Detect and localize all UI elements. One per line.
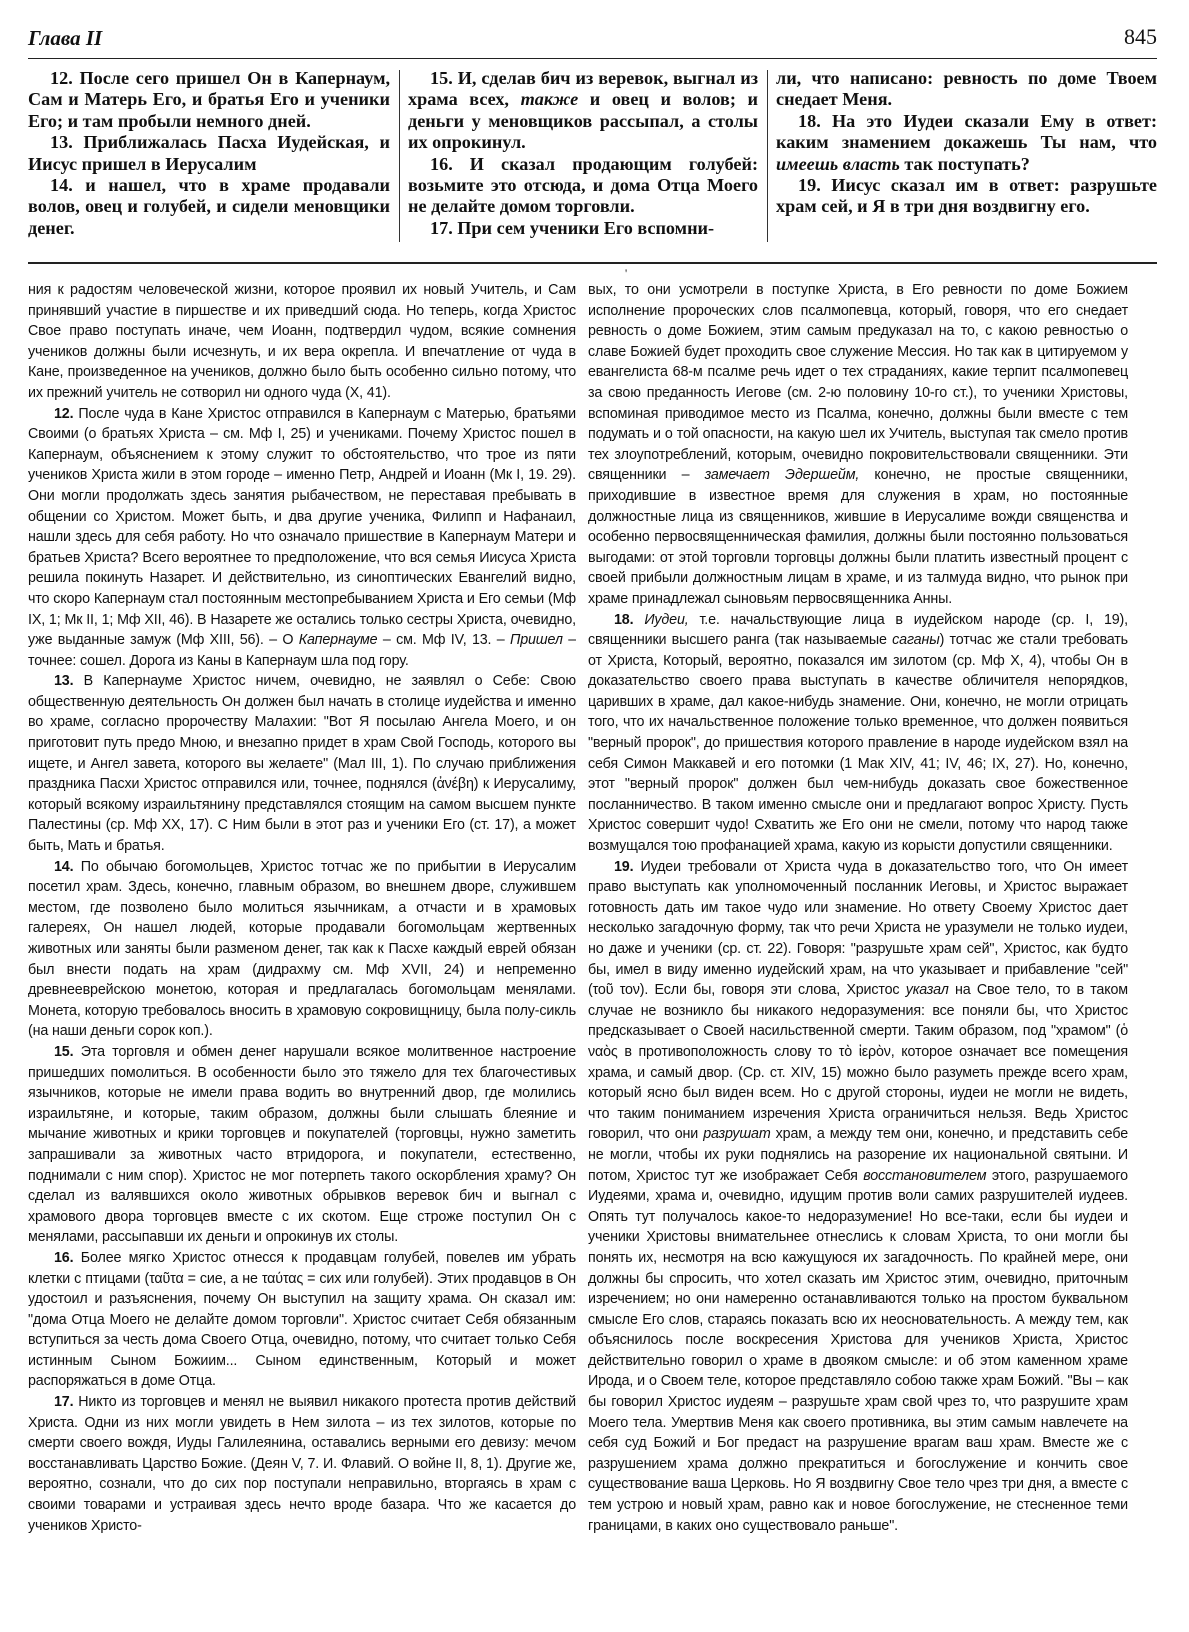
commentary-text: Никто из торговцев и менял не выявил никакого протеста против действий Христа. Одни из них могли увидеть в Нем зилота – из тех зилотов, которые по смерти своего вождя, Иуды Галилеянина, оставались верными его девизу: мечом восстанавливать Царство Божие. (Деян V, 7. И. Флавий. О войне II, 8, 1). Другие же, вероятно, сознали, что до сих пор поступали неправильно, вторгаясь в храм с своими товарами и устраивая здесь нечто вроде базара. Что же касается до учеников Христо- — [28, 1394, 576, 1534]
verse-text: так поступать? — [899, 153, 1030, 174]
verse-17-continued — [776, 68, 1157, 111]
verse-text: и овец и волов; и деньги у меновщиков рассыпал, а столы их опрокинул. — [408, 89, 758, 153]
verse-column-2 — [408, 68, 758, 248]
verse-text: На это Иудеи сказали Ему в ответ: каким знамением докажешь Ты нам, что — [776, 110, 1157, 153]
commentary-text: конечно, не простые священники, приходившие в известное время для служения в храм, но постоянные должностные лица из священников, жившие в Иерусалиме вожди священства и особенно первосвященническая фамилия, должны были постоянно пользоваться выгодами: от этой торговли торговцы должны были платить известный процент с своей прибыли должностным лицам в храме, и из талмуда видно, что рынок при храме принадлежал сыновьям первосвященника Анны. — [588, 467, 1128, 607]
commentary-emphasis: разрушат — [703, 1126, 771, 1143]
verse-text: И сказал продающим голубей: возьмите это отсюда, и дома Отца Моего не делайте домом торговли. — [408, 153, 758, 217]
page-header — [28, 24, 1157, 59]
print-mark: ' — [625, 266, 628, 280]
commentary-text: – см. Мф IV, 13. – — [377, 632, 510, 649]
column-divider — [767, 70, 768, 242]
commentary-text: Эта торговля и обмен денег нарушали всякое молитвенное настроение пришедших помолиться. В особенности было это тяжело для тех благочестивых язычников, которые не имели права водить во внутренний двор, где молились израильтяне, и которые, таким образом, должны были слышать блеяние и мычание животных и крики торговцев и покупателей (торговцы, нужно заметить запрашивали за животных часто втридорога, и покупатели, естественно, поднимали с ним спор). Христос не мог потерпеть такого оскорбления храму? Он сделал из валявшихся около животных обрывков веревок бич и выгнал с храмового двора торговцев вместе с их скотом. Еще строже поступил Он с менялами, рассыпавши их деньги и опрокинув их столы. — [28, 1043, 576, 1246]
verse-number: 16. — [430, 153, 453, 174]
verse-ref: 16. — [54, 1249, 74, 1266]
commentary-text: этого, разрушаемого Иудеями, храма и, очевидно, идущим против воли самих разрушителей иудеев. Опять тут получалось какое-то недоразумение! Но все-таки, если бы иудеи и ученики Христовы внимательнее отнеслись к словам Христа, то они могли бы понять их, несмотря на всю кажущуюся их загадочность. По крайней мере, они должны бы спросить, что хотел сказать им Христос этим, очевидно, приточным изречением; но они намеренно останавливаются только на простом буквальном смысле Его слов, стараясь показать всю их неосновательность. А между тем, как объяснилось после воскресения Христова для учеников Христа, Христос действительно говорил о храме в двояком смысле: и об этом каменном храме Ирода, и о Своем теле, которое представляло собою также храм Божий. "Вы – как бы говорил Христос иудеям – разрушьте храм свой чрез то, что разрушите храм Моего тела. Умертвив Меня как своего противника, вы этим самым навлечете на себя суд Божий и Бог предаст на разрушение врагам ваш храм. Вместе же с разрушением храма должно прекратиться и богослужение и кончить свое существование ваша Церковь. Но Я воздвигну Свое тело чрез три дня, а вместе с тем устрою и новый храм, равно как и новое богослужение, не стесненное теми границами, в каких оно существовало раньше". — [588, 1167, 1128, 1534]
verse-number: 14. — [50, 175, 73, 196]
verse-text: При сем ученики Его вспомни- — [457, 217, 715, 238]
commentary-text: – точнее: сошел. Дорога из Каны в Капернаум шла под гору. — [28, 632, 576, 669]
verse-ref: 15. — [54, 1043, 74, 1060]
commentary-text: Более мягко Христос отнесся к продавцам голубей, повелев им убрать клетки с птицами (ταῦτα = сие, а не ταύτας = сих или голубей). Этих продавцов в Он удостоил и разъяснения, почему Он выступил на защиту храма. Он сказал им: "дома Отца Моего не делайте домом торговли". Христос считает Себя обязанным вступиться за честь дома Своего Отца, очевидно, потому, что считает только Себя истинным Сыном Божиим... Сыном единственным, Который и может распоряжаться в доме Отца. — [28, 1249, 576, 1390]
commentary-paragraph — [28, 1248, 576, 1392]
verse-18 — [776, 111, 1157, 175]
verse-ref: 14. — [54, 858, 74, 875]
commentary-text: на Свое тело, то в таком случае не возникло бы никакого недоразумения: все поняли бы, что Христос предсказывает о Своей насильственной смерти. Таким образом, под "храмом" (ὁ ναὸς в противоположность слову то τὸ ἱερὸν, которое означает все помещения храма, и самый двор. (Ср. ст. XIV, 15) можно было разуметь прежде всего храм, который ясно был виден всем. Но с другой стороны, иудеи не могли не видеть, что таким пониманием изречения Христа ограничиться нельзя. Ведь Христос говорил, что они — [588, 982, 1128, 1143]
page-number: 845 — [1124, 24, 1157, 49]
verse-ref: 17. — [54, 1394, 74, 1411]
commentary-column-1 — [28, 280, 576, 1620]
commentary-text: храм, а между тем они, конечно, и представить себе не могли, чтобы их руки поднялись на разорение их национальной святыни. И потом, Христос тут же изображает Себя — [588, 1126, 1128, 1184]
verse-text: и нашел, что в храме продавали волов, овец и голубей, и сидели меновщики денег. — [28, 175, 390, 238]
column-divider — [399, 70, 400, 242]
verse-14 — [28, 175, 390, 239]
verse-column-1 — [28, 68, 390, 248]
verse-17 — [408, 218, 758, 239]
verse-number: 17. — [430, 217, 453, 238]
verse-number: 18. — [798, 110, 821, 131]
verse-13 — [28, 132, 390, 175]
commentary-emphasis: указал — [905, 982, 949, 999]
verse-ref: 19. — [614, 858, 634, 875]
verse-text: Иисус сказал им в ответ: разрушьте храм сей, и Я в три дня воздвигну его. — [776, 175, 1157, 217]
commentary-emphasis: Иудеи, — [644, 611, 689, 628]
verse-number: 13. — [50, 132, 73, 153]
verse-12 — [28, 68, 390, 132]
commentary-column-2 — [588, 280, 1128, 1620]
verse-ref: 13. — [54, 673, 74, 690]
verse-text: И, сделав бич из веревок, выгнал из храма всех, — [408, 68, 758, 110]
commentary-text: По обычаю богомольцев, Христос тотчас же по прибытии в Иерусалим посетил храм. Здесь, конечно, главным образом, во внешнем дворе, служившем местом, где позволено было молиться язычникам, а отчасти и в храмовых галереях, Он нашел людей, которые продавали богомольцам жертвенных животных или заняты были разменом денег, так как к Пасхе каждый еврей обязан был внести подать на храм (дидрахму см. Мф XVII, 24) и непременно древнееврейскою монетою, которая и предлагалась богомольцам менялами. Монета, которую требовалось вносить в храмовую сокровищницу, была полу-сикль (на наши деньги сорок коп.). — [28, 858, 576, 1040]
verse-ref: 12. — [54, 405, 74, 422]
commentary-paragraph — [28, 857, 576, 1042]
verse-number: 19. — [798, 175, 821, 196]
verse-16 — [408, 154, 758, 218]
commentary-emphasis: замечает Эдершейм, — [704, 467, 860, 484]
commentary-text: ния к радостям человеческой жизни, которое проявил их новый Учитель, и Сам принявший участие в пиршестве и их приведший сюда. Но теперь, когда Христос Свое право поступать иначе, чем Иоанн, подтвердил чудом, всякие сомнения учеников должны были исчезнуть, и их вера окрепла. И впечатление от чуда в Кане, произведенное на учеников, должно было быть особенно сильно потому, что их прежний учитель не сотворил ни одного чуда (X, 41). — [28, 282, 576, 401]
verse-number: 15. — [430, 68, 453, 88]
verse-ref: 18. — [614, 611, 634, 628]
commentary-text: Иудеи требовали от Христа чуда в доказательство того, что Он имеет право выступать как уполномоченный посланник Иеговы, и Христос выражает готовность дать им такое чудо или знамение. Но ответу Своему Христос дает несколько загадочную форму, так что речи Христа не уразумели не только иудеи, но даже и ученики (ср. ст. 22). Говоря: "разрушьте храм сей", Христос, как будто бы, имел в виду именно иудейский храм, на что указывает и прибавление "сей" (τοῦ τον). Если бы, говоря эти слова, Христос — [588, 858, 1128, 999]
commentary-text: вых, то они усмотрели в поступке Христа, в Его ревности по доме Божием исполнение пророческих слов псалмопевца, который, говоря, что его снедает ревность о доме Божием, этим самым предуказал на то, с какою ревностью о славе Божией будет проходить свое служение Мессия. Но так как в цитируемом у евангелиста 68-м псалме речь идет о тех страданиях, какие терпит псалмопевец за свою преданность Иегове (см. 2-ю половину 10-го ст.), то ученики Христовы, вспоминая приводимое место из Псалма, конечно, должны были вместе с тем подумать и о той опасности, на какую шел их Учитель, выступая так смело против тех злоупотреблений, которым, очевидно покровительствовали священники. Эти священники – — [588, 282, 1128, 484]
verse-text: После сего пришел Он в Капернаум, Сам и Матерь Его, и братья Его и ученики Его; и там пробыли немного дней. — [28, 68, 390, 131]
commentary-text: т.е. начальствующие лица в иудейском народе (ср. I, 19), священники высшего ранга (так называемые — [588, 611, 1128, 649]
commentary-paragraph — [28, 671, 576, 856]
commentary-text: ) тотчас же стали требовать от Христа, Который, вероятно, показался им зилотом (ср. Мф X, 4), чтобы Он в доказательство своего права выступать в качестве обличителя непорядков, царивших в храме, дал какое-нибудь знамение. Они, конечно, не могли отрицать того, что их начальственное положение только временное, что должен появиться "верный пророк", до пришествия которого правление в народе иудейском взял на себя Симон Маккавей и его потомки (1 Мак XIV, 41; IV, 46; IX, 27). Но, конечно, этот "верный пророк" должен был чем-нибудь доказать свое божественное посланничество. В таком именно смысле они и предлагают вопрос Христу. Пусть Христос совершит чудо! Схватить же Его они не смели, потому что народ также возмущался тою профанацией храма, какую из корысти допустили священники. — [588, 632, 1128, 855]
commentary-text: После чуда в Кане Христос отправился в Капернаум с Матерью, братьями Своими (о братьях Христа – см. Мф I, 25) и учениками. Почему Христос пошел в Капернаум, объяснением к этому служит то обстоятельство, что трое из пяти учеников Христа жили в этом городе – именно Петр, Андрей и Иоанн (Мк I, 19. 29). Они могли продолжать здесь занятия рыбачеством, не переставая пребывать в общении со Христом. Может быть, и два другие ученика, Филипп и Нафанаил, нашли здесь для себя работу. Но что означало пришествие в Капернаум Матери и братьев Христа? Всего вероятнее то предположение, что вся семья Иисуса Христа решила покинуть Назарет. И действительно, из синоптических Евангелий видно, что скоро Капернаум стал постоянным местопребыванием Христа и Его семьи (Мф IX, 1; Мк II, 1; Мф XII, 46). В Назарете же остались только сестры Христа, очевидно, уже выданные замуж (Мф XIII, 56). – О — [28, 405, 576, 649]
commentary-paragraph — [28, 404, 576, 672]
commentary-paragraph — [588, 857, 1128, 1537]
commentary-emphasis: Капернауме — [298, 632, 378, 649]
commentary-paragraph — [28, 280, 576, 404]
verse-text: Приближалась Пасха Иудейская, и Иисус пришел в Иерусалим — [28, 132, 390, 174]
verse-15 — [408, 68, 758, 154]
commentary-paragraph — [28, 1042, 576, 1248]
verse-19 — [776, 175, 1157, 218]
verse-number: 12. — [50, 68, 73, 88]
scripture-verses — [28, 68, 1157, 254]
section-divider — [28, 262, 1157, 264]
commentary-paragraph — [588, 280, 1128, 610]
verse-emphasis: также — [520, 89, 579, 110]
verse-text: ли, что написано: ревность по доме Твоем снедает Меня. — [776, 68, 1157, 110]
commentary-paragraph — [588, 610, 1128, 857]
commentary-emphasis: Пришел — [510, 632, 563, 649]
commentary-emphasis: восстановителем — [863, 1167, 987, 1184]
verse-column-3 — [776, 68, 1157, 248]
commentary-emphasis: саганы — [892, 632, 940, 649]
chapter-title: Глава II — [28, 26, 103, 50]
commentary-text: В Капернауме Христос ничем, очевидно, не заявлял о Себе: Свою общественную деятельность Он должен был начать в столице иудейства и именно во храме, согласно пророчеству Малахии: "Вот Я посылаю Ангела Моего, и он приготовит путь предо Мною, и внезапно придет в храм Свой Господь, которого вы ищете, и Ангел завета, которого вы желаете" (Мал III, 1). По случаю приближения праздника Пасхи Христос отправился или, точнее, поднялся (ἀνέβη) к Иерусалиму, который всякому израильтянину представлялся стоящим на самом высшем пункте Палестины (ср. Мф XX, 17). С Ним были в этот раз и ученики Его (ст. 17), а может быть, Мать и братья. — [28, 673, 576, 855]
commentary-paragraph — [28, 1392, 576, 1536]
verse-emphasis: имеешь власть — [776, 153, 900, 174]
